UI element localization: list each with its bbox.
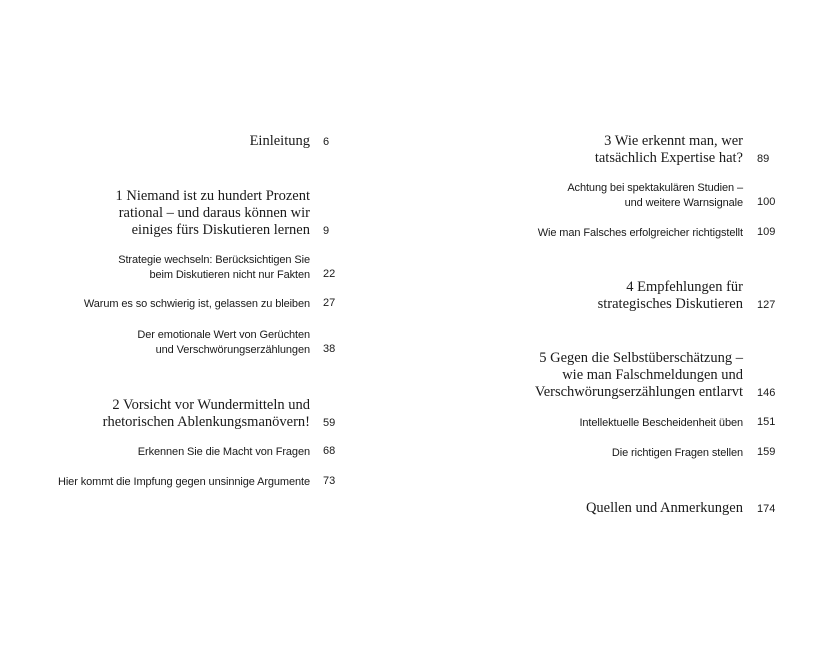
entry-title-line-3: Verschwörungserzählungen entlarvt xyxy=(534,384,743,400)
entry-title-line-1: 5 Gegen die Selbstüberschätzung – xyxy=(539,350,743,366)
entry-title-line-1: Warum es so schwierig ist, gelassen zu bleiben xyxy=(83,298,310,310)
entry-page-number: 9 xyxy=(323,225,330,237)
entry-title-line-3: einiges fürs Diskutieren lernen xyxy=(131,222,310,238)
entry-title-line-2: wie man Falschmeldungen und xyxy=(562,367,743,383)
entry-title-line-2: strategisches Diskutieren xyxy=(597,296,743,312)
entry-title: Quellen und Anmerkungen xyxy=(585,500,743,516)
entry-title-line-1: Hier kommt die Impfung gegen unsinnige Argumente xyxy=(57,476,310,488)
entry-title-line-1: Der emotionale Wert von Gerüchten xyxy=(137,329,310,341)
entry-title-line-2: beim Diskutieren nicht nur Fakten xyxy=(149,269,310,281)
entry-title-line-1: Erkennen Sie die Macht von Fragen xyxy=(137,446,310,458)
entry-page-number: 38 xyxy=(323,343,336,355)
entry-page-number: 6 xyxy=(323,136,330,148)
entry-page-number: 22 xyxy=(323,268,336,280)
entry-title-line-1: Die richtigen Fragen stellen xyxy=(611,447,743,459)
entry-page-number: 68 xyxy=(323,445,336,457)
entry-title-line-1: Wie man Falsches erfolgreicher richtigstellt xyxy=(537,227,743,239)
entry-page-number: 73 xyxy=(323,475,336,487)
entry-title-line-1: 1 Niemand ist zu hundert Prozent xyxy=(115,188,310,204)
entry-title-line-2: und Verschwörungserzählungen xyxy=(155,344,310,356)
entry-page-number: 89 xyxy=(757,153,770,165)
entry-title-line-1: Achtung bei spektakulären Studien – xyxy=(567,182,743,194)
entry-page-number: 109 xyxy=(757,226,776,238)
entry-page-number: 59 xyxy=(323,417,336,429)
entry-page-number: 146 xyxy=(757,387,776,399)
entry-title-line-2: und weitere Warnsignale xyxy=(624,197,743,209)
entry-title-line-1: Strategie wechseln: Berücksichtigen Sie xyxy=(118,254,310,266)
entry-title-line-2: tatsächlich Expertise hat? xyxy=(594,150,743,166)
entry-page-number: 100 xyxy=(757,196,776,208)
entry-title-line-1: 2 Vorsicht vor Wundermitteln und xyxy=(112,397,310,413)
entry-title-line-2: rational – und daraus können wir xyxy=(118,205,310,221)
entry-page-number: 27 xyxy=(323,297,336,309)
entry-title-line-1: 4 Empfehlungen für xyxy=(626,279,743,295)
entry-title-line-2: rhetorischen Ablenkungsmanövern! xyxy=(102,414,310,430)
entry-page-number: 174 xyxy=(757,503,776,515)
entry-title-line-1: Intellektuelle Bescheidenheit üben xyxy=(579,417,743,429)
entry-page-number: 151 xyxy=(757,416,776,428)
entry-title: Einleitung xyxy=(249,133,310,149)
entry-page-number: 159 xyxy=(757,446,776,458)
entry-title-line-1: 3 Wie erkennt man, wer xyxy=(604,133,743,149)
entry-page-number: 127 xyxy=(757,299,776,311)
